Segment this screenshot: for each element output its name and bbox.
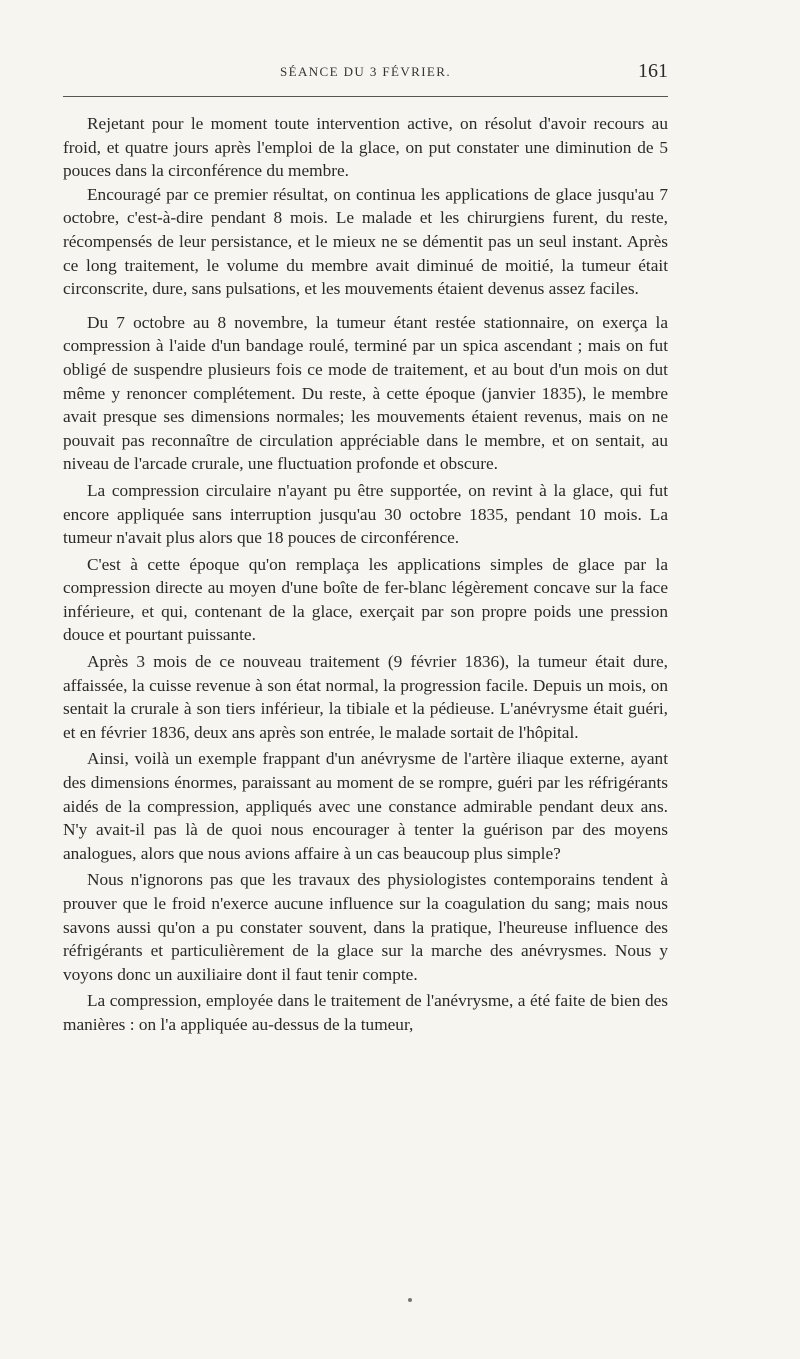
body-text <box>63 112 668 1037</box>
paragraph: Rejetant pour le moment toute intervention active, on résolut d'avoir recours au froid, et quatre jours après l'emploi de la glace, on put constater une diminution de 5 pouces dans la circonférence du membre. <box>63 114 668 181</box>
paragraph: La compression, employée dans le traitement de l'anévrysme, a été faite de bien des manières : on l'a appliquée au-dessus de la tumeur, <box>63 991 668 1034</box>
paragraph: C'est à cette époque qu'on remplaça les applications simples de glace par la compression directe au moyen d'une boîte de fer-blanc légèrement concave sur la face inférieure, et qui, contenant de la glace, exerçait par son propre poids une pression douce et pourtant puissante. <box>63 554 668 645</box>
paragraph: Nous n'ignorons pas que les travaux des physiologistes contemporains tendent à prouver que le froid n'exerce aucune influence sur la coagulation du sang; mais nous savons aussi qu'on a pu constater souvent, dans la pratique, l'heureuse influence des réfrigérants et particulièrement de la glace sur la marche des anévrysmes. Nous y voyons donc un auxiliaire dont il faut tenir compte. <box>63 870 668 984</box>
page-number: 161 <box>638 60 668 82</box>
paragraph: La compression circulaire n'ayant pu être supportée, on revint à la glace, qui fut encore appliquée sans interruption jusqu'au 30 octobre 1835, pendant 10 mois. La tumeur n'avait plus alors que 18 pouces de circonférence. <box>63 480 668 548</box>
running-title: SÉANCE DU 3 FÉVRIER. <box>279 64 451 79</box>
ink-speck <box>408 1298 412 1302</box>
paragraph: Ainsi, voilà un exemple frappant d'un anévrysme de l'artère iliaque externe, ayant des dimensions énormes, paraissant au moment de se rompre, guéri par les réfrigérants aidés de la compression, appliqués avec une constance admirable pendant deux ans. N'y avait-il pas là de quoi nous encourager à tenter la guérison par des moyens analogues, alors que nous avions affaire à un cas beaucoup plus simple? <box>63 749 668 863</box>
paragraph: Encouragé par ce premier résultat, on continua les applications de glace jusqu'au 7 octobre, c'est-à-dire pendant 8 mois. Le malade et les chirurgiens furent, du reste, récompensés de leur persistance, et le mieux ne se démentit pas un seul instant. Après ce long traitement, le volume du membre avait diminué de moitié, la tumeur était circonscrite, dure, sans pulsations, et les mouvements étaient devenus assez faciles. <box>63 184 668 299</box>
running-head <box>63 60 668 88</box>
paragraph: Du 7 octobre au 8 novembre, la tumeur étant restée stationnaire, on exerça la compression à l'aide d'un bandage roulé, terminé par un spica ascendant ; mais on fut obligé de suspendre plusieurs fois ce mode de traitement, et au bout d'un mois on dut même y renoncer complétement. Du reste, à cette époque (janvier 1835), le membre avait presque ses dimensions normales; les mouvements étaient revenus, mais on ne pouvait pas reconnaître de circulation appréciable dans le membre, et on sentait, au niveau de l'arcade crurale, une fluctuation profonde et obscure. <box>63 312 668 474</box>
paragraph: Après 3 mois de ce nouveau traitement (9 février 1836), la tumeur était dure, affaissée, la cuisse revenue à son état normal, la progression facile. Depuis un mois, on sentait la crurale à son tiers inférieur, la tibiale et la pédieuse. L'anévrysme était guéri, et en février 1836, deux ans après son entrée, le malade sortait de l'hôpital. <box>63 652 668 742</box>
header-rule <box>63 96 668 97</box>
